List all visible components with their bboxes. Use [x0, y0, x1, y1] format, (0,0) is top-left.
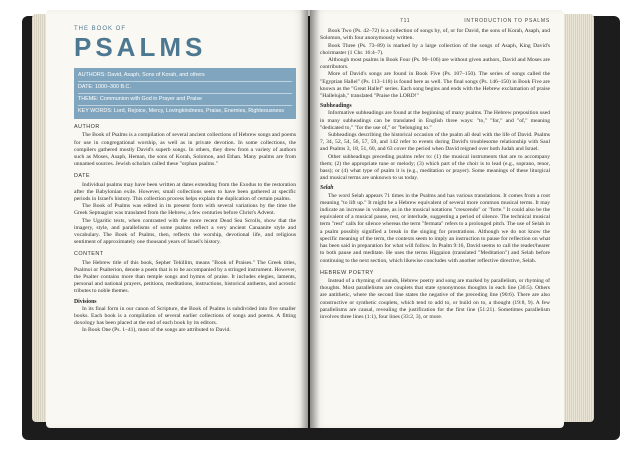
date-paragraph-1: Individual psalms may have been written at dates extending from the Exodus to the restoration after the Babylonian exile. However, small collections seem to have been gathered at specific periods in Israel's history. This collection process helps explain the duplication of certain psalms. [74, 181, 296, 203]
book-title: PSALMS [74, 32, 207, 63]
info-date: DATE: 1000–300 B.C. [78, 82, 292, 94]
subheadings-paragraph-2: Subheadings describing the historical occasion of the psalm all deal with the life of David. Psalms 7, 34, 52, 54, 56, 57, 59, and 142 refer to events during David's troublesome relationship with Saul and Psalms 3, 18, 51, 60, and 63 cover the period when David reigned over both Judah and Israel. [320, 132, 550, 153]
page-number: 711 [400, 18, 411, 24]
books-paragraph-1: Book Two (Ps. 42–72) is a collection of songs by, of, or for David, the sons of Korah, Asaph, and Solomon, with four anonymously written. [320, 28, 550, 42]
subheadings-paragraph-1: Informative subheadings are found at the beginning of many psalms. The Hebrew preposition used in many subheadings can be translated in English three ways: "to," "for," and "of," meaning "dedicated to," "for the use of," or "belonging to." [320, 110, 550, 131]
right-page-edges [564, 14, 594, 422]
author-paragraph: The Book of Psalms is a compilation of several ancient collections of Hebrew songs and poems for use in congregational worship, as well as in private devotion. In some collections, the compilers gathered mostly David's superb songs. In others, they drew from a variety of authors such as Moses, Asaph, Heman, the sons of Korah, Solomon, and Ethan. Many psalms are from unnamed sources. Jewish scholars called these "orphan psalms." [74, 132, 296, 168]
hebrew-poetry-paragraph: Instead of a rhyming of sounds, Hebrew poetry and song are marked by parallelism, or rhyming of thoughts. Most parallelisms are couplets that state synonymous thoughts in each line (36:5). Others are antithetic, where the second line states the negative of the preceding line (90:6). There are also constructive or synthetic couplets, which tend to add to, or build on to, a thought (19:8, 9). A few parallelisms are causal, revealing the justification for the first line (51:21). Sometimes parallelism involves three lines (1:1), four lines (33:2, 3), or more. [320, 277, 550, 320]
info-theme: THEME: Communion with God in Prayer and Praise [78, 94, 292, 106]
running-head [320, 18, 550, 25]
info-authors: AUTHORS: David, Asaph, Sons of Korah, and others [78, 70, 292, 82]
date-paragraph-3: The Ugaritic texts, when contrasted with the more recent Dead Sea Scrolls, show that the imagery, style, and parallelisms of some psalms reflect a very ancient Canaanite style and vocabulary. The Book of Psalms, then, reflects the worship, devotional life, and religious sentiment of approximately one thousand years of Israel's history. [74, 217, 296, 246]
subheadings-heading: Subheadings [320, 103, 352, 110]
books-paragraph-3: Although most psalms in Book Four (Ps. 90–106) are without given authors, David and Moses are contributors. [320, 57, 550, 71]
book-gutter [300, 10, 320, 428]
divisions-paragraph-2: In Book One (Ps. 1–41), most of the songs are attributed to David. [82, 327, 231, 334]
books-paragraph-2: Book Three (Ps. 73–89) is marked by a large collection of the songs of Asaph, King David's choirmaster (1 Chr. 16:4–7). [320, 42, 550, 56]
book-of-label: THE BOOK OF [74, 26, 127, 32]
info-box [74, 68, 296, 119]
date-heading: DATE [74, 173, 90, 180]
right-page-content [320, 18, 550, 321]
right-page [310, 10, 564, 428]
subheadings-paragraph-3: Other subheadings preceding psalms refer to: (1) the musical instruments that are to accompany them; (2) the appropriate tune or melody; (3) which part of the choir is to lead (e.g., soprano, tenor, bass); or (4) what type of psalm it is (e.g., meditation or prayer). Some meanings of these liturgical and musical terms are unknown to us today. [320, 153, 550, 182]
info-key-words: KEY WORDS: Lord, Rejoice, Mercy, Lovingkindness, Praise, Enemies, Righteousness [78, 108, 284, 115]
author-heading: AUTHOR [74, 124, 100, 131]
selah-paragraph: The word Selah appears 71 times in the Psalms and has various translations. It comes from a root meaning "to lift up." It might be a Hebrew equivalent of several more common musical terms. It may indicate an increase in volume, as in the musical notations "crescendo" or "forte." It could also be the equivalent of a musical pause, rest, or interlude, suggesting a period of silence. The technical musical term "rest" calls for silence whereas the term "fermata" refers to a prolonged pitch. The use of Selah in a psalm possibly signified a break in the singing for prostrations. Although we do not know the specific meaning of the term, the contexts seem to imply an instruction to pause for reflection on what has been said in preparation for what will follow. In Psalm 9:16, David seems to call the reader/hearer to both pause and meditate. He uses the terms Higgaion (translated "Meditation") and Selah before continuing to the next section, which likewise concludes with another reflective directive, Selah. [320, 192, 550, 264]
divisions-heading: Divisions [74, 298, 97, 305]
hebrew-poetry-heading: HEBREW POETRY [320, 269, 374, 276]
left-page-content [74, 26, 296, 335]
date-paragraph-2: The Book of Psalms was edited in its present form with several variations by the time the Greek Septuagint was translated from the Hebrew, a few centuries before Christ's Advent. [74, 203, 296, 217]
content-heading: CONTENT [74, 251, 104, 258]
running-head-title: INTRODUCTION TO PSALMS [464, 18, 550, 24]
selah-heading: Selah [320, 185, 334, 192]
content-paragraph-1: The Hebrew title of this book, Sepher Tehillim, means "Book of Praises." The Greek titles, Psalmoi or Psalterion, denote a poem that is to be accompanied by a stringed instrument. However, the Psalter contains more than temple songs and hymns of praise. It includes elegies, laments, personal and national prayers, petitions, meditations, instructions, historical anthems, and acrostic tributes to noble themes. [74, 259, 296, 295]
divisions-paragraph-1: In its final form in our canon of Scripture, the Book of Psalms is subdivided into five smaller books. Each book is a compilation of several earlier collections of songs and poems. A fitting doxology has been placed at the end of each book by its editors. [74, 305, 296, 327]
books-paragraph-4: More of David's songs are found in Book Five (Ps. 107–150). The series of songs called the "Egyptian Hallel" (Ps. 113–118) is found here as well. The final songs (Ps. 146–150) in Book Five are known as the "Great Hallel" series. Each song begins and ends with the Hebrew exclamation of praise "Hallelujah," translated "Praise the LORD!" [320, 71, 550, 100]
left-page [46, 10, 308, 428]
